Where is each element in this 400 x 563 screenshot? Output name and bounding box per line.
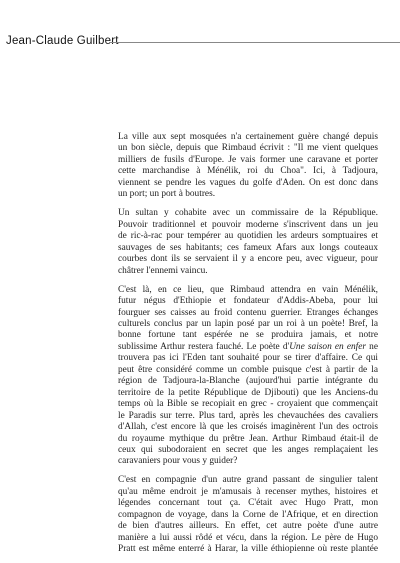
text-line: manière a lui aussi rôdé et vécu, dans la région. Le père de Hugo [118,532,378,543]
text-line: sauvages de ses habitants; ces fameux Afars aux longs couteaux [118,242,378,253]
text-line: sublissime Arthur restera fauché. Le poète d'Une saison en enfer ne [118,341,378,352]
paragraph [118,475,378,555]
text-line: temps où la Bible se recopiait en grec - croyaient que commençait [118,399,378,410]
text-line: Pouvoir traditionnel et pouvoir moderne s'inscrivent dans un jeu [118,219,378,230]
text-line: un port; un port à boutres. [118,189,216,200]
author-name: Jean-Claude Guilbert [6,35,119,47]
text-line: un bon siècle, depuis que Rimbaud écrivit : "Il me vient quelques [118,143,378,154]
text-line: courbes dont ils se servaient il y a encore peu, avec vigueur, pour [118,254,378,265]
text-line: le Paradis sur terre. Plus tard, après les chevauchées des cavaliers [118,410,378,421]
text-line: Pratt est même enterré à Harar, la ville éthiopienne où reste plantée [118,544,378,555]
body-text [118,132,378,563]
paragraph [118,208,378,277]
text-line: C'est là, en ce lieu, que Rimbaud attendra en vain Ménélik, [118,284,378,295]
text-line: d'Allah, c'est encore là que les croisés imaginèrent l'un des octrois [118,422,378,433]
text-line: de bien d'autres ailleurs. En effet, cet autre poète d'une autre [118,521,378,532]
text-line: territoire de la petite République de Djibouti) que les Anciens-du [118,387,378,398]
text-line: cette marchandise à Ménélik, roi du Choa". Ici, à Tadjoura, [118,166,378,177]
paragraph [118,285,378,468]
text-line: C'est en compagnie d'un autre grand passant de singulier talent [118,475,378,486]
text-line: caravaniers pour vous y guider? [118,456,238,467]
text-line: milliers de fusils d'Europe. Je vais former une caravane et porter [118,154,378,165]
text-line: châtrer l'ennemi vaincu. [118,265,208,276]
text-line: du royaume mythique du prêtre Jean. Arthur Rimbaud était-il de [118,433,378,444]
text-line: ceux qui subodoraient en secret que les anges remplaçaient les [118,444,378,455]
header-rule [110,42,400,43]
text-line: La ville aux sept mosquées n'a certainement guère changé depuis [118,132,378,142]
book-title: Une saison en enfer [289,341,367,352]
text-line: Un sultan y cohabite avec un commissaire de la République. [118,208,378,219]
text-line: compagnon de voyage, dans la Corne de l'Afrique, et en direction [118,509,378,520]
text-line: peut être considéré comme un comble puisque c'est à partir de la [118,364,378,375]
text-line: trouvera pas ici l'Eden tant souhaité pour se tirer d'affaire. Ce qui [118,353,378,364]
text-line: bonne fortune tant espérée ne se produira jamais, et notre [118,330,378,341]
paragraph [118,132,378,201]
text-line: qu'au même endroit je m'amusais à recenser mythes, histoires et [118,486,378,497]
text-line: viennent se pendre les vagues du golfe d'Aden. On est donc dans [118,177,378,188]
text-line: fourguer ses caisses au froid contenu guerrier. Etranges échanges [118,307,378,318]
text-line: culturels conclus par un lapin posé par un roi à un poète! Bref, la [118,318,378,329]
text-line: légendes concernant tout ça. C'était avec Hugo Pratt, mon [118,498,378,509]
text-line: de ric-à-rac pour tempérer au quotidien les ardeurs somptuaires et [118,231,378,242]
text-line: futur négus d'Ethiopie et fondateur d'Addis-Abeba, pour lui [118,296,378,307]
text-line: région de Tadjoura-la-Blanche (aujourd'hui partie intégrante du [118,376,378,387]
